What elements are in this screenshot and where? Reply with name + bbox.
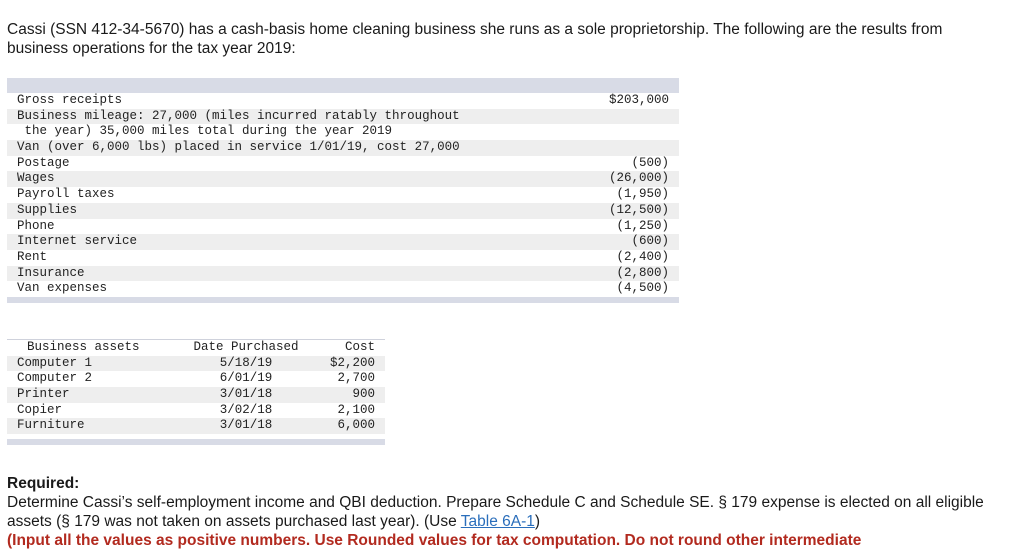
- results-row-label: Internet service: [17, 234, 138, 249]
- results-row-label: Phone: [17, 218, 55, 233]
- assets-table: [7, 339, 385, 445]
- results-row-amount: (4,500): [616, 281, 669, 296]
- results-row-label: Van (over 6,000 lbs) placed in service 1/01/19, cost 27,000: [17, 140, 460, 155]
- results-row-label: Supplies: [17, 202, 78, 217]
- results-row-amount: (1,250): [616, 218, 669, 233]
- results-row-label: the year) 35,000 miles total during the year 2019: [17, 124, 393, 139]
- results-table: [7, 78, 679, 303]
- asset-cost: 2,100: [337, 402, 375, 417]
- results-table-footer-band: [7, 297, 679, 303]
- results-row-amount: $203,000: [608, 93, 669, 107]
- results-row-label: Payroll taxes: [17, 187, 115, 202]
- results-row: [7, 250, 679, 266]
- results-row-amount: (500): [631, 155, 669, 170]
- results-row: [7, 124, 679, 140]
- asset-cost: 2,700: [337, 371, 375, 386]
- results-row-label: Gross receipts: [17, 93, 123, 107]
- results-row: [7, 156, 679, 172]
- asset-name: Copier: [17, 402, 63, 417]
- asset-name: Computer 1: [17, 355, 93, 370]
- results-row: [7, 171, 679, 187]
- assets-header-row: [7, 340, 385, 356]
- required-section: [7, 474, 1017, 550]
- asset-row: [7, 418, 385, 434]
- asset-date: 5/18/19: [219, 355, 273, 370]
- results-row-label: Business mileage: 27,000 (miles incurred ratably throughout: [17, 108, 460, 123]
- asset-date: 3/02/18: [219, 402, 273, 417]
- table-6a-1-link[interactable]: Table 6A-1: [460, 513, 535, 530]
- asset-name: Furniture: [17, 418, 85, 433]
- asset-cost: 6,000: [337, 418, 375, 433]
- required-text-main: Determine Cassi’s self-employment income and QBI deduction. Prepare Schedule C and Schedule SE. § 179 expense is elected on all eligible assets (§ 179 was not taken on assets purchased last year). (Use: [7, 494, 984, 530]
- assets-table-footer-band: [7, 439, 385, 445]
- asset-row: [7, 387, 385, 403]
- asset-date: 3/01/18: [219, 418, 273, 433]
- results-row-label: Wages: [17, 171, 55, 186]
- results-row: [7, 281, 679, 297]
- results-row: [7, 266, 679, 282]
- results-row: [7, 203, 679, 219]
- required-text-close: ): [534, 513, 541, 530]
- input-instruction: (Input all the values as positive numbers. Use Rounded values for tax computation. Do not round other intermediate: [7, 532, 862, 549]
- problem-intro: Cassi (SSN 412-34-5670) has a cash-basis home cleaning business she runs as a sole proprietorship. The following are the results from business operations for the tax year 2019:: [7, 21, 943, 57]
- results-table-header-band: [7, 78, 679, 93]
- results-row: [7, 219, 679, 235]
- results-row-label: Van expenses: [17, 281, 108, 296]
- results-row: [7, 187, 679, 203]
- results-row-amount: (12,500): [608, 202, 669, 217]
- results-row-label: Rent: [17, 249, 48, 264]
- results-row: [7, 93, 679, 109]
- asset-row: [7, 356, 385, 372]
- assets-header-date: Date Purchased: [193, 340, 299, 354]
- results-row: [7, 140, 679, 156]
- results-row-amount: (600): [631, 234, 669, 249]
- asset-name: Computer 2: [17, 371, 93, 386]
- asset-row: [7, 403, 385, 419]
- results-row-label: Insurance: [17, 265, 85, 280]
- asset-cost: $2,200: [329, 355, 375, 370]
- results-row-amount: (1,950): [616, 187, 669, 202]
- required-text: [7, 493, 1017, 531]
- results-row-amount: (2,800): [616, 265, 669, 280]
- required-heading: Required:: [7, 475, 80, 492]
- assets-header-cost: Cost: [344, 340, 375, 354]
- results-row: [7, 109, 679, 125]
- results-row-amount: (26,000): [608, 171, 669, 186]
- asset-date: 6/01/19: [219, 371, 273, 386]
- results-row-label: Postage: [17, 155, 70, 170]
- results-row-amount: (2,400): [616, 249, 669, 264]
- assets-header-name: Business assets: [27, 340, 140, 354]
- asset-row: [7, 371, 385, 387]
- asset-date: 3/01/18: [219, 387, 273, 402]
- results-row: [7, 234, 679, 250]
- asset-cost: 900: [352, 387, 375, 402]
- asset-name: Printer: [17, 387, 70, 402]
